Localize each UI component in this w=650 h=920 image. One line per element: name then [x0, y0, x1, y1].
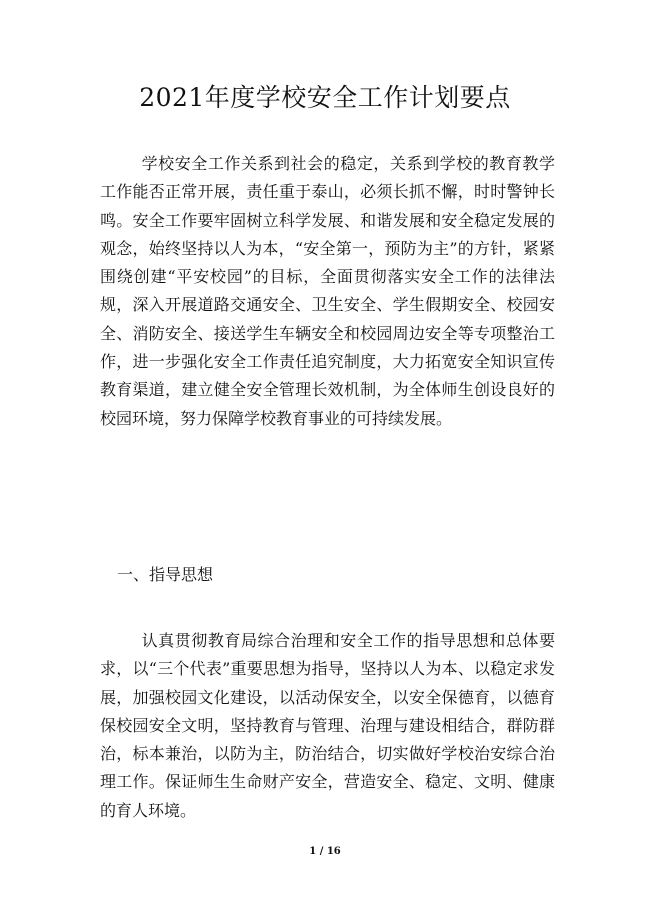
document-title: 2021年度学校安全工作计划要点: [139, 83, 511, 112]
page-number: 1 / 16: [309, 846, 341, 857]
intro-paragraph: 学校安全工作关系到社会的稳定，关系到学校的教育教学工作能否正常开展，责任重于泰山，必须长抓不懈，时时警钟长鸣。安全工作要牢固树立科学发展、和谐发展和安全稳定发展的观念，始终坚持以人为本，“安全第一，预防为主”的方针，紧紧围绕创建“平安校园”的目标，全面贯彻落实安全工作的法律法规，深入开展道路交通安全、卫生安全、学生假期安全、校园安全、消防安全、接送学生车辆安全和校园周边安全等专项整治工作，进一步强化安全工作责任追究制度，大力拓宽安全知识宣传教育渠道，建立健全安全管理长效机制，为全体师生创设良好的校园环境，努力保障学校教育事业的可持续发展。: [100, 154, 555, 428]
section-heading-guiding-ideology: 一、指导思想: [117, 565, 214, 584]
section-paragraph-guiding-ideology: 认真贯彻教育局综合治理和安全工作的指导思想和总体要求，以“三个代表”重要思想为指导，坚持以人为本、以稳定求发展，加强校园文化建设，以活动保安全，以安全保德育，以德育保校园安全文明，坚持教育与管理、治理与建设相结合，群防群治，标本兼治，以防为主，防治结合，切实做好学校治安综合治理工作。保证师生生命财产安全，营造安全、稳定、文明、健康的育人环境。: [100, 631, 555, 820]
